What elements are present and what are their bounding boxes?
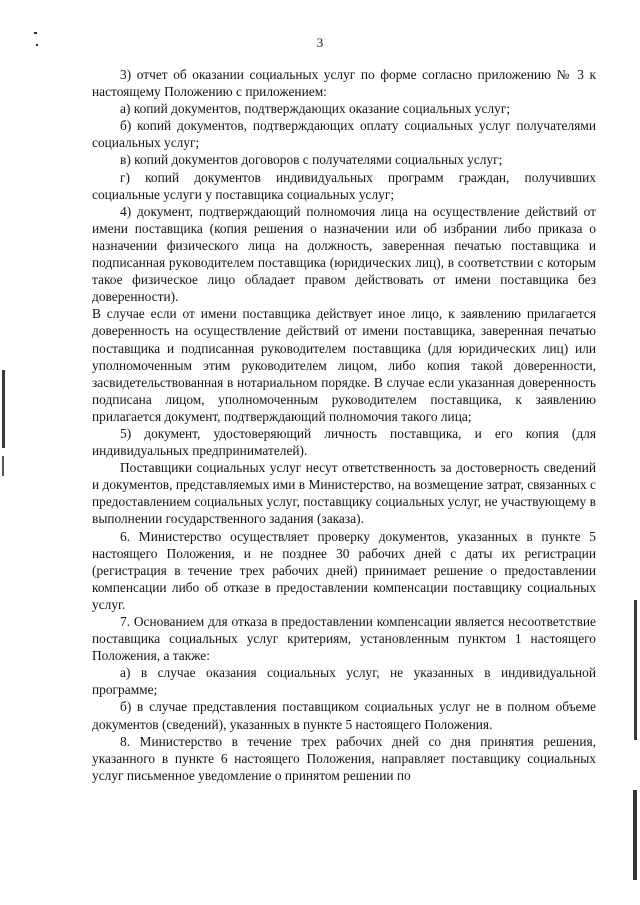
paragraph: б) в случае представления поставщиком социальных услуг не в полном объеме документов (сведений), указанных в пункте 5 настоящего Положения. xyxy=(92,699,596,732)
paragraph: а) в случае оказания социальных услуг, не указанных в индивидуальной программе; xyxy=(92,665,596,698)
scan-speck xyxy=(34,32,37,34)
scan-edge-mark xyxy=(2,456,4,476)
scan-edge-mark xyxy=(633,790,637,880)
paragraph: 5) документ, удостоверяющий личность поставщика, и его копия (для индивидуальных предпринимателей). xyxy=(92,425,596,459)
paragraph: в) копий документов договоров с получателями социальных услуг; xyxy=(120,152,503,168)
document-body xyxy=(92,66,596,784)
paragraph: 8. Министерство в течение трех рабочих дней со дня принятия решения, указанного в пункте 6 настоящего Положения, направляет поставщику социальных услуг письменное уведомление о принятом решении по xyxy=(92,733,596,783)
paragraph: г) копий документов индивидуальных программ граждан, получивших социальные услуги у поставщика социальных услуг; xyxy=(92,169,596,202)
scan-edge-mark xyxy=(634,600,637,740)
paragraph: 4) документ, подтверждающий полномочия лица на осуществление действий от имени поставщика (копия решения о назначении или об избрании либо приказа о назначении физического лица на должность, заверенная печатью поставщика и подписанная руководителем поставщика (юридических лиц), в соответствии с которым такое физическое лицо обладает правом действовать от имени поставщика без доверенности). xyxy=(92,203,596,305)
page-number: 3 xyxy=(316,35,324,50)
paragraph: 7. Основанием для отказа в предоставлении компенсации является несоответствие поставщика социальных услуг критериям, установленным пунктом 1 настоящего Положения, а также: xyxy=(92,614,596,664)
paragraph: Поставщики социальных услуг несут ответственность за достоверность сведений и документов, представляемых ими в Министерство, на возмещение затрат, связанных с предоставлением социальных услуг, поставщику социальных услуг, не участвующему в выполнении государственного задания (заказа). xyxy=(92,460,597,527)
paragraph: а) копий документов, подтверждающих оказание социальных услуг; xyxy=(120,101,511,117)
paragraph: 6. Министерство осуществляет проверку документов, указанных в пункте 5 настоящего Положения, и не позднее 30 рабочих дней с даты их регистрации (регистрация в течение трех рабочих дней) принимает решение о предоставлении компенсации либо об отказе в предоставлении компенсации поставщику социальных услуг. xyxy=(92,528,596,612)
paragraph: 3) отчет об оказании социальных услуг по форме согласно приложению № 3 к настоящему Положению с приложением: xyxy=(92,67,596,100)
paragraph: б) копий документов, подтверждающих оплату социальных услуг получателями социальных услуг; xyxy=(92,118,596,151)
scan-edge-mark xyxy=(2,370,5,448)
paragraph: В случае если от имени поставщика действует иное лицо, к заявлению прилагается доверенность на осуществление действий от имени поставщика, заверенная печатью поставщика и подписанная руководителем поставщика (для юридических лиц) или уполномоченным этим руководителем лицом, либо копия такой доверенности, засвидетельствованная в нотариальном порядке. В случае если указанная доверенность подписана лицом, уполномоченным руководителем поставщика, к заявлению прилагается документ, подтверждающий полномочия такого лица; xyxy=(92,306,596,424)
